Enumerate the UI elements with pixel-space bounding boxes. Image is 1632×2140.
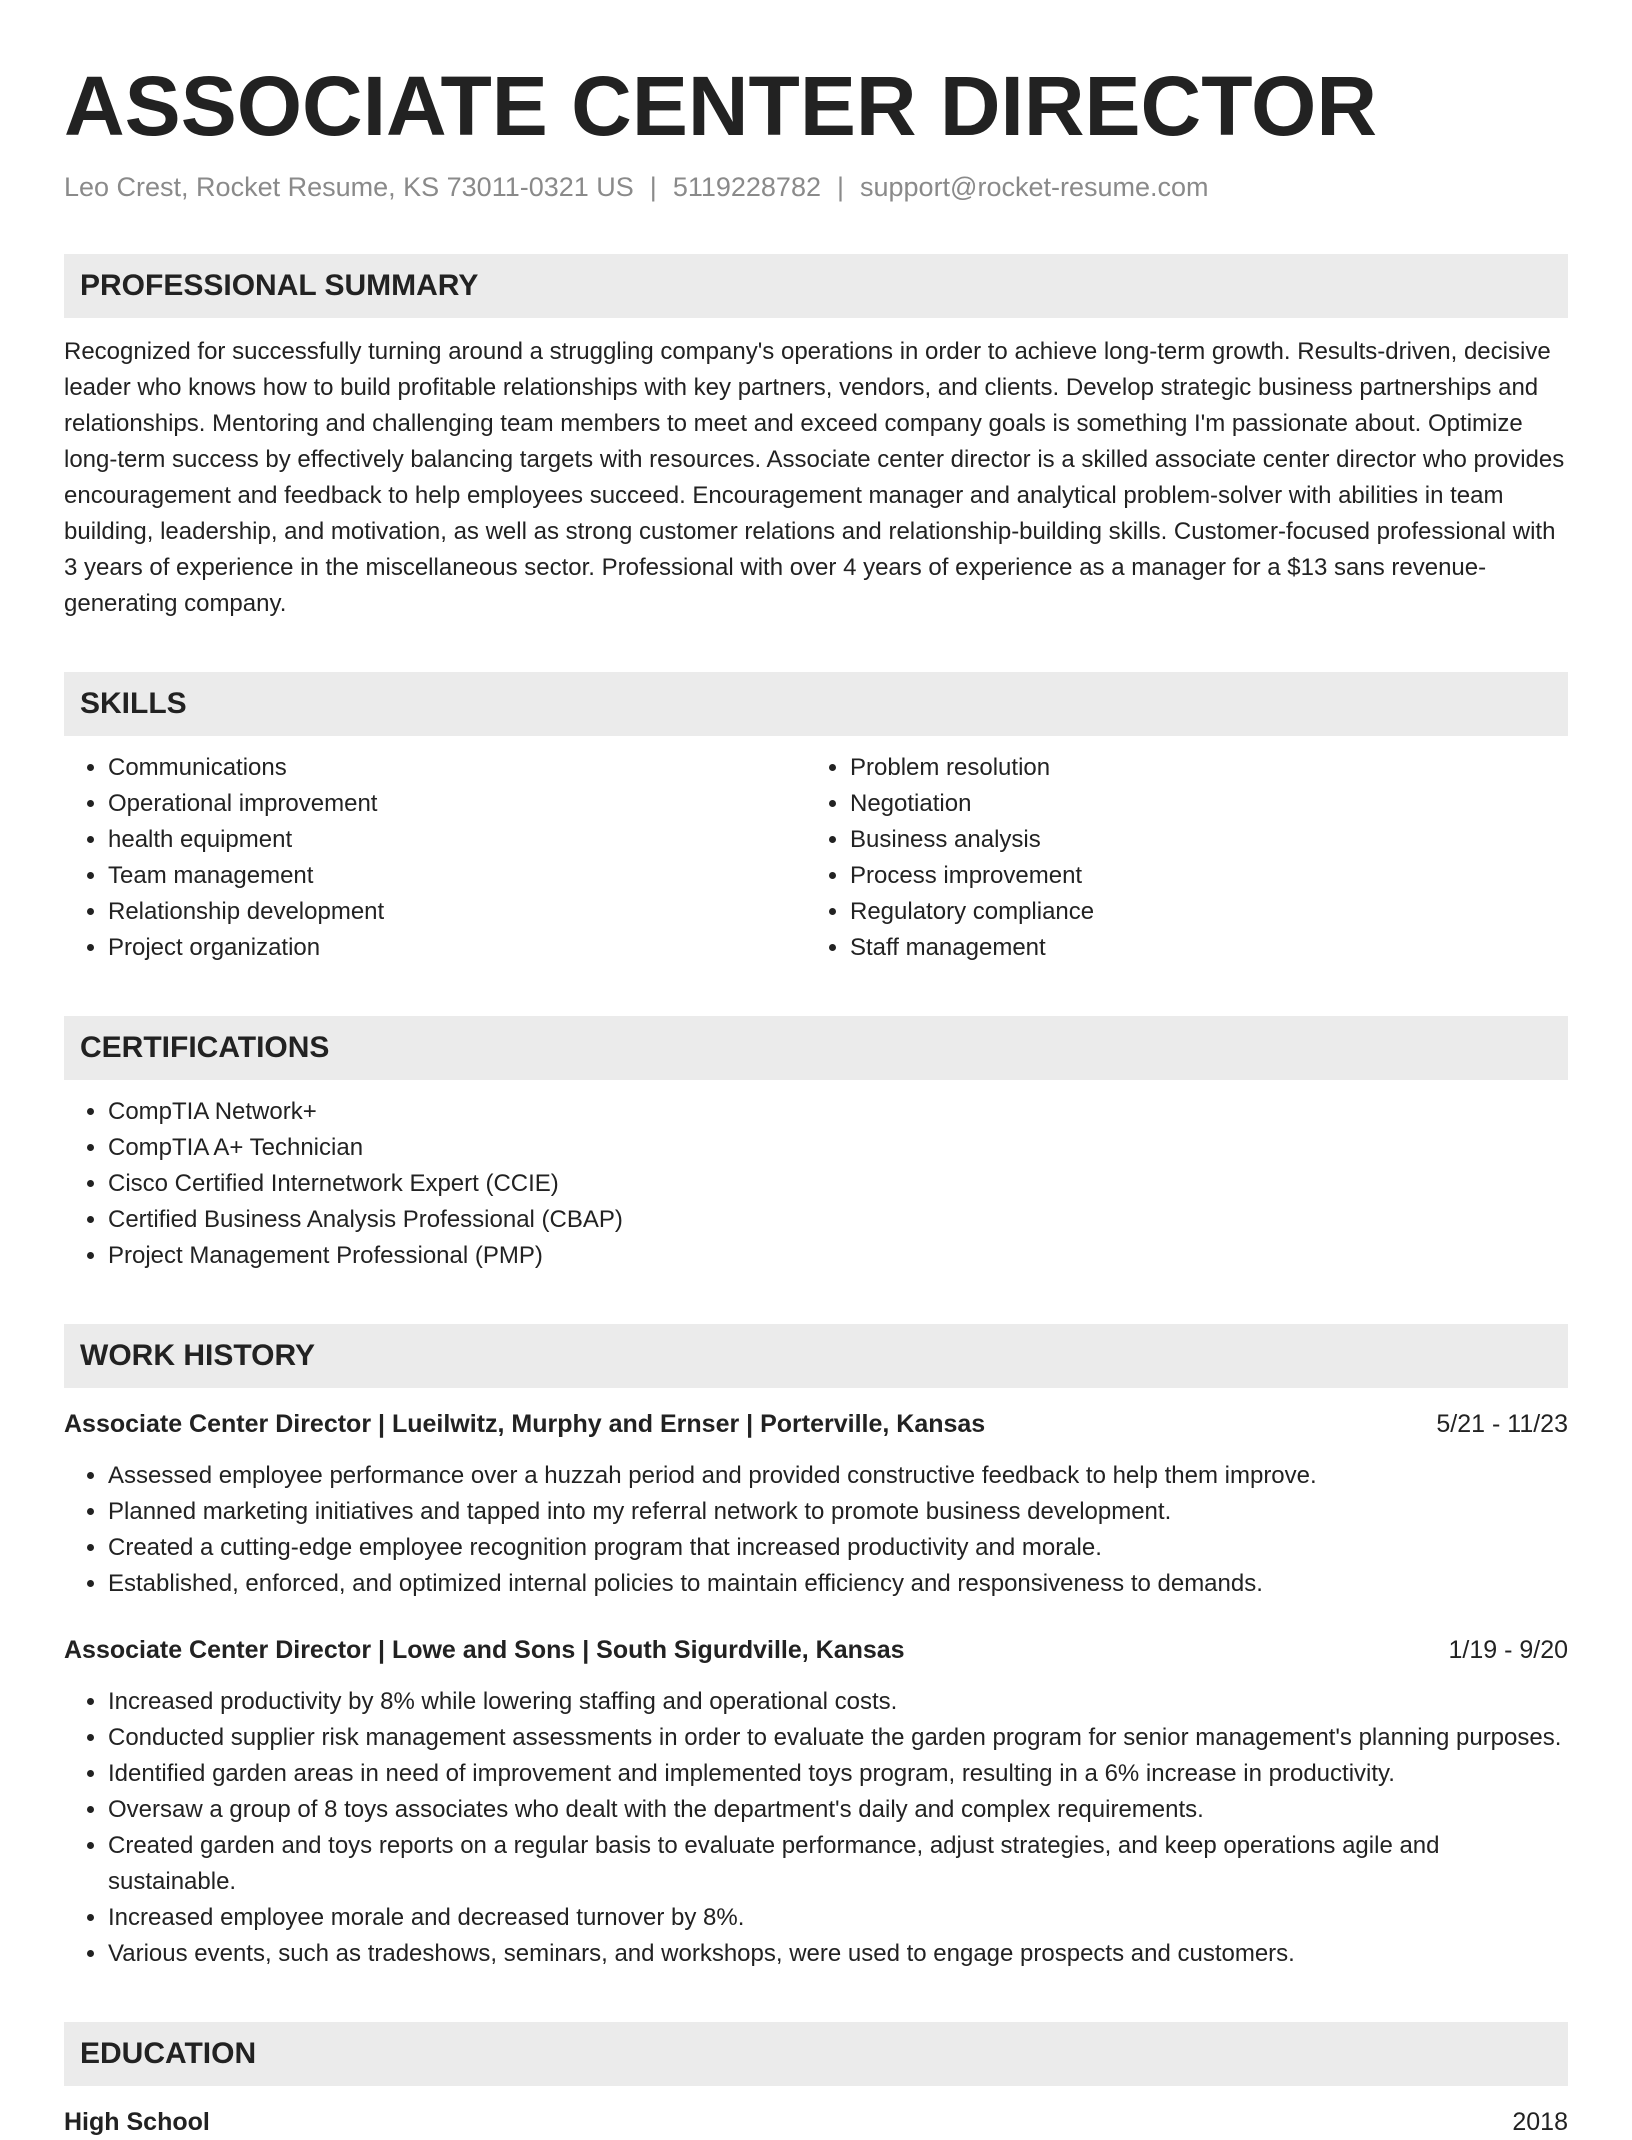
section-header-work-history: WORK HISTORY: [64, 1324, 1568, 1388]
education-entry: [64, 2104, 1568, 2140]
skill-item: • Team management: [108, 858, 806, 894]
certification-item: • Certified Business Analysis Professional (CBAP): [108, 1202, 1568, 1238]
job-bullet: • Various events, such as tradeshows, seminars, and workshops, were used to engage prospects and customers.: [108, 1936, 1568, 1972]
job-title: Associate Center Director | Lueilwitz, Murphy and Ernser | Porterville, Kansas: [64, 1410, 986, 1438]
section-header-education: EDUCATION: [64, 2022, 1568, 2086]
contact-separator: |: [836, 172, 844, 202]
contact-line: [64, 170, 1568, 204]
skills-list-right: [806, 750, 1548, 966]
certification-item: • Cisco Certified Internetwork Expert (CCIE): [108, 1166, 1568, 1202]
job-title: Associate Center Director | Lowe and Sons | South Sigurdville, Kansas: [64, 1636, 905, 1664]
summary-text: Recognized for successfully turning around a struggling company's operations in order to achieve long-term growth. Results-driven, decisive leader who knows how to build profitable relationships with key partners, vendors, and clients. Develop strategic business partnerships and relationships. Mentoring and challenging team members to meet and exceed company goals is something I'm passionate about. Optimize long-term success by effectively balancing targets with resources. Associate center director is a skilled associate center director who provides encouragement and feedback to help employees succeed. Encouragement manager and analytical problem-solver with abilities in team building, leadership, and motivation, as well as strong customer relations and relationship-building skills. Customer-focused professional with 3 years of experience in the miscellaneous sector. Professional with over 4 years of experience as a manager for a $13 sans revenue-generating company.: [64, 338, 1565, 617]
job-entry: [64, 1632, 1568, 1972]
job-bullet: • Planned marketing initiatives and tapped into my referral network to promote business development.: [108, 1494, 1568, 1530]
job-bullet: • Created a cutting-edge employee recognition program that increased productivity and morale.: [108, 1530, 1568, 1566]
job-header: [64, 1406, 1568, 1442]
skill-item: • Negotiation: [850, 786, 1548, 822]
skills-list-left: [64, 750, 806, 966]
certification-item: • CompTIA A+ Technician: [108, 1130, 1568, 1166]
resume-title: ASSOCIATE CENTER DIRECTOR: [64, 59, 1377, 153]
skill-item: • Project organization: [108, 930, 806, 966]
certification-item: • CompTIA Network+: [108, 1094, 1568, 1130]
job-bullets: [64, 1458, 1568, 1602]
skills-grid: [64, 750, 1568, 966]
job-dates: 1/19 - 9/20: [1448, 1636, 1568, 1664]
section-header-certifications: CERTIFICATIONS: [64, 1016, 1568, 1080]
skill-item: • Relationship development: [108, 894, 806, 930]
certification-item: • Project Management Professional (PMP): [108, 1238, 1568, 1274]
skill-item: • Process improvement: [850, 858, 1548, 894]
skill-item: • Business analysis: [850, 822, 1548, 858]
contact-separator: |: [649, 172, 657, 202]
job-bullet: • Increased productivity by 8% while lowering staffing and operational costs.: [108, 1684, 1568, 1720]
contact-email: support@rocket-resume.com: [860, 172, 1209, 202]
job-bullet: • Assessed employee performance over a huzzah period and provided constructive feedback to help them improve.: [108, 1458, 1568, 1494]
contact-phone: 5119228782: [672, 172, 821, 202]
skill-item: • Regulatory compliance: [850, 894, 1548, 930]
job-header: [64, 1632, 1568, 1668]
certifications-list: [64, 1094, 1568, 1274]
skill-item: • Staff management: [850, 930, 1548, 966]
job-bullet: • Created garden and toys reports on a regular basis to evaluate performance, adjust strategies, and keep operations agile and sustainable.: [108, 1828, 1568, 1900]
section-header-summary: PROFESSIONAL SUMMARY: [64, 254, 1568, 318]
skill-item: • health equipment: [108, 822, 806, 858]
section-header-skills: SKILLS: [64, 672, 1568, 736]
job-bullet: • Increased employee morale and decreased turnover by 8%.: [108, 1900, 1568, 1936]
education-year: 2018: [1512, 2108, 1568, 2136]
skill-item: • Problem resolution: [850, 750, 1548, 786]
job-bullet: • Established, enforced, and optimized internal policies to maintain efficiency and responsiveness to demands.: [108, 1566, 1568, 1602]
job-bullet: • Oversaw a group of 8 toys associates who dealt with the department's daily and complex requirements.: [108, 1792, 1568, 1828]
skill-item: • Operational improvement: [108, 786, 806, 822]
job-bullets: [64, 1684, 1568, 1972]
resume-page: [64, 0, 1568, 2140]
education-school: High School: [64, 2108, 210, 2136]
job-bullet: • Conducted supplier risk management assessments in order to evaluate the garden program for senior management's planning purposes.: [108, 1720, 1568, 1756]
skill-item: • Communications: [108, 750, 806, 786]
job-dates: 5/21 - 11/23: [1436, 1410, 1568, 1438]
job-entry: [64, 1406, 1568, 1602]
contact-address: Leo Crest, Rocket Resume, KS 73011-0321 US: [64, 172, 634, 202]
job-bullet: • Identified garden areas in need of improvement and implemented toys program, resulting in a 6% increase in productivity.: [108, 1756, 1568, 1792]
